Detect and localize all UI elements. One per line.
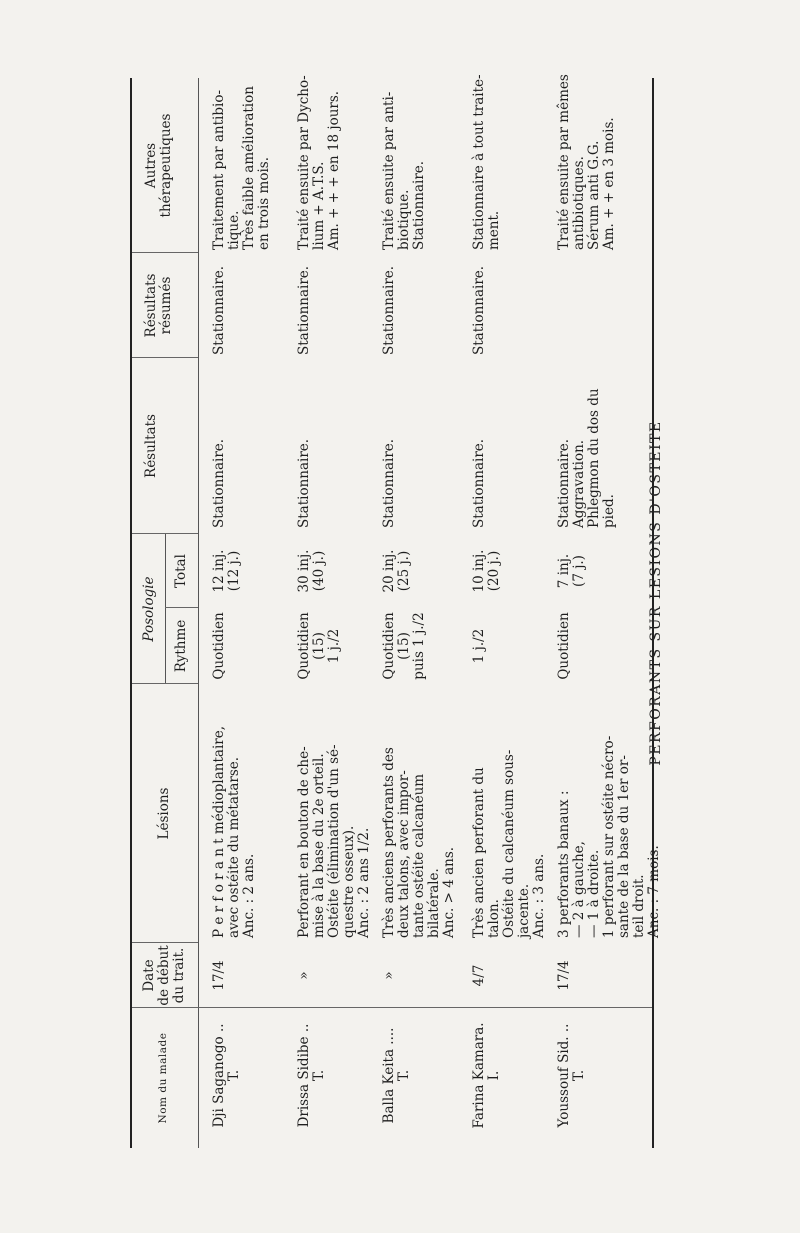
cell-total: 12 inj. (12 j.) [211,549,242,593]
header-lesions: Lésions [156,787,172,840]
cell-nom: Drissa Sidibe .. T. [296,1023,327,1128]
cell-rythme: Quotidien (15) puis 1 j./2 [381,612,427,680]
cell-total: 30 inj. (40 j.) [296,549,327,593]
cell-rythme: Quotidien (15) 1 j./2 [296,612,342,680]
header-autres: Autres thérapeutiques [143,113,174,218]
cell-nom: Dji Saganogo .. T. [211,1023,242,1128]
header-posologie: Posologie [141,576,157,642]
header-resultats-resumes: Résultats résumés [143,273,174,338]
cell-nom: Farina Kamara. I. [471,1022,502,1129]
cell-resumes: Stationnaire. [381,265,397,355]
cell-rythme: Quotidien [556,612,572,680]
posologie-subline [165,534,166,684]
cell-total: 10 inj. (20 j.) [471,549,502,593]
cell-lesions: Très anciens perforants des deux talons, avec impor- tante ostéite calcanéum bilatérale. Anc. > 4 ans. [381,747,457,938]
cell-nom: Youssouf Sid. .. T. [556,1023,587,1128]
cell-autres: Traité ensuite par Dycho- lium + A.T.S. Am. + + + en 18 jours. [296,75,342,250]
cell-lesions: 3 perforants banaux : — 2 à gauche, — 1 à droite. 1 perforant sur ostéite nécro- sante de la base du 1er or- teil droit. Anc. : 7 mois. [556,735,662,938]
cell-lesions: Perforant en bouton de che- mise à la base du 2e orteil. Ostéite (élimination d'un sé- questre osseux). Anc. : 2 ans 1/2. [296,744,372,938]
cell-resultats: Stationnaire. [381,438,397,528]
cell-lesions: Très ancien perforant du talon. Ostéite du calcanéum sous- jacente. Anc. : 3 ans. [471,749,547,938]
cell-date: 17/4 [211,960,227,991]
cell-resumes: Stationnaire. [296,265,312,355]
header-nom: Nom du malade [157,1032,169,1124]
cell-total: 20 inj. (25 j.) [381,549,412,593]
cell-resultats: Stationnaire. [471,438,487,528]
cell-resultats: Stationnaire. [211,438,227,528]
cell-rythme: Quotidien [211,612,227,680]
cell-rythme: 1 j./2 [471,628,487,664]
cell-total: 7 inj. (7 j.) [556,553,587,589]
header-date: Date de début du trait. [141,945,187,1006]
header-rythme: Rythme [173,619,189,673]
cell-autres: Stationnaire à tout traite- ment. [471,74,502,250]
cell-lesions: P e r f o r a n t médioplantaire, avec ostéite du métatarse. Anc. : 2 ans. [211,726,257,938]
cell-date: » [296,971,312,980]
cell-resultats: Stationnaire. [296,438,312,528]
cell-nom: Balla Keita .... T. [381,1027,412,1124]
cell-date: » [381,971,397,980]
cell-resumes: Stationnaire. [211,265,227,355]
cell-autres: Traité ensuite par mêmes antibiotiques. Sérum anti G.G. Am. + + en 3 mois. [556,74,617,250]
header-total: Total [173,554,189,588]
cell-resumes: Stationnaire. [471,265,487,355]
cell-autres: Traité ensuite par anti- biotique. Stationnaire. [381,91,427,250]
cell-date: 17/4 [556,960,572,991]
header-bottom-line [198,78,199,1148]
cell-date: 4/7 [471,964,487,987]
cell-autres: Traitement par antibio- tique. Très faible amélioration en trois mois. [211,86,272,250]
cell-resultats: Stationnaire. Aggravation. Phlegmon du dos du pied. [556,388,617,528]
page-title: PERFORANTS SUR LESIONS D'OSTEITE [648,420,664,766]
header-resultats: Résultats [143,414,159,478]
